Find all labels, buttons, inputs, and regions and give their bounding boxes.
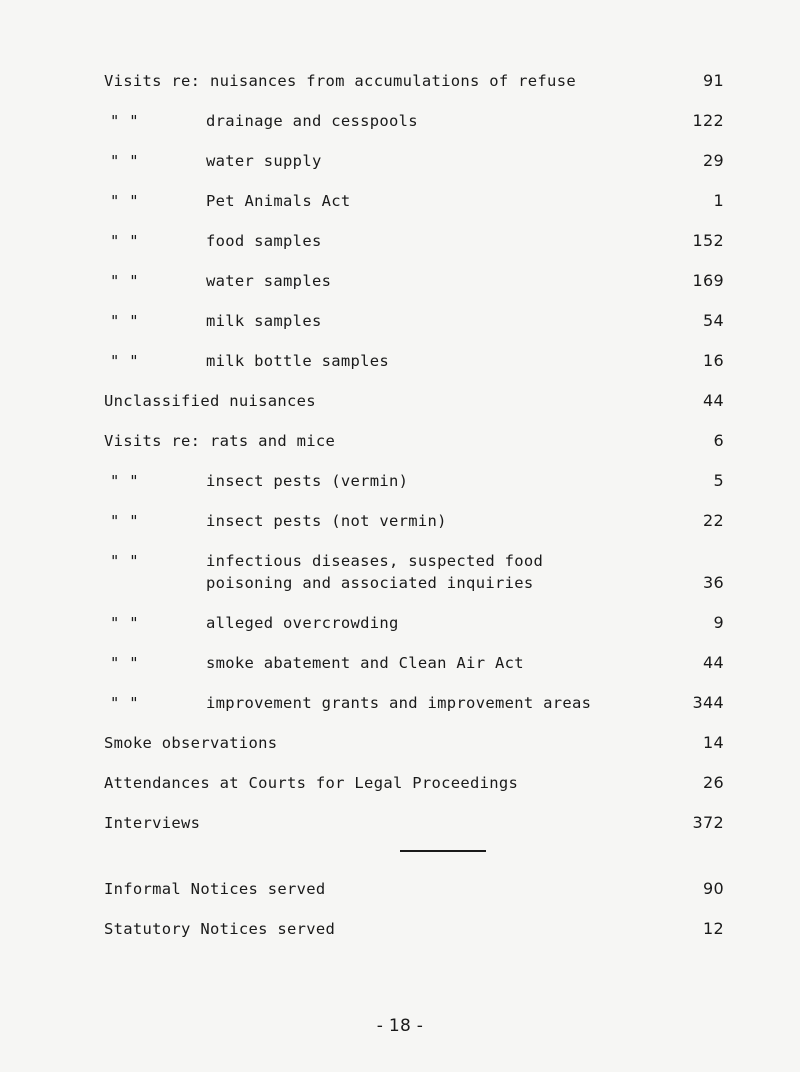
ditto-mark: " " [110, 614, 139, 632]
row-value: 16 [703, 351, 724, 370]
row-label: Visits re: nuisances from accumulations of refuse [104, 72, 576, 90]
table-row [104, 310, 724, 332]
row-value: 91 [703, 71, 724, 90]
table-row [104, 732, 724, 754]
ditto-mark: " " [110, 192, 139, 210]
row-value: 152 [692, 231, 724, 250]
row-value: 44 [703, 653, 724, 672]
ditto-mark: " " [110, 512, 139, 530]
row-label: improvement grants and improvement areas [206, 694, 592, 712]
row-label: Interviews [104, 814, 201, 832]
row-label: Attendances at Courts for Legal Proceedings [104, 774, 519, 792]
table-row [104, 110, 724, 132]
ditto-mark: " " [110, 312, 139, 330]
row-value: 169 [692, 271, 724, 290]
row-label: Smoke observations [104, 734, 278, 752]
table-row [104, 150, 724, 172]
row-value: 14 [703, 733, 724, 752]
table-row [104, 350, 724, 372]
row-label: insect pests (vermin) [206, 472, 409, 490]
table-row [104, 692, 724, 714]
notice-row [104, 878, 724, 900]
notice-label: Statutory Notices served [104, 920, 336, 938]
table-row [104, 430, 724, 452]
row-label: smoke abatement and Clean Air Act [206, 654, 524, 672]
ditto-mark: " " [110, 152, 139, 170]
row-label: Visits re: rats and mice [104, 432, 336, 450]
row-value: 122 [692, 111, 724, 130]
table-row [104, 390, 724, 412]
row-label: Pet Animals Act [206, 192, 351, 210]
ditto-mark: " " [110, 272, 139, 290]
row-label: drainage and cesspools [206, 112, 418, 130]
page-number: - 18 - [376, 1016, 424, 1036]
row-value: 344 [692, 693, 724, 712]
row-value: 36 [703, 573, 724, 592]
row-label: water samples [206, 272, 332, 290]
notice-value: 90 [703, 879, 724, 898]
table-row [104, 812, 724, 834]
ditto-mark: " " [110, 472, 139, 490]
row-value: 1 [713, 191, 724, 210]
ditto-mark: " " [110, 552, 139, 570]
table-row [104, 190, 724, 212]
row-label: milk bottle samples [206, 352, 390, 370]
row-label: milk samples [206, 312, 322, 330]
ditto-mark: " " [110, 654, 139, 672]
row-value: 9 [713, 613, 724, 632]
table-row [104, 612, 724, 634]
row-label: Unclassified nuisances [104, 392, 316, 410]
ditto-mark: " " [110, 694, 139, 712]
row-label: insect pests (not vermin) [206, 512, 447, 530]
table-row [104, 230, 724, 252]
table-row [104, 270, 724, 292]
row-value: 372 [692, 813, 724, 832]
table-row [104, 70, 724, 92]
notice-row [104, 918, 724, 940]
row-value: 5 [713, 471, 724, 490]
row-label-continued: poisoning and associated inquiries [206, 574, 534, 592]
ditto-mark: " " [110, 112, 139, 130]
row-label: food samples [206, 232, 322, 250]
table-row [104, 470, 724, 492]
row-value: 29 [703, 151, 724, 170]
row-value: 6 [713, 431, 724, 450]
ditto-mark: " " [110, 232, 139, 250]
notice-label: Informal Notices served [104, 880, 326, 898]
table-row [104, 652, 724, 674]
row-label: alleged overcrowding [206, 614, 399, 632]
table-row [104, 772, 724, 794]
notice-value: 12 [703, 919, 724, 938]
ditto-mark: " " [110, 352, 139, 370]
row-label: infectious diseases, suspected food [206, 552, 544, 570]
table-row [104, 550, 724, 594]
row-value: 44 [703, 391, 724, 410]
row-value: 54 [703, 311, 724, 330]
row-value: 26 [703, 773, 724, 792]
section-divider [400, 850, 486, 852]
row-label: water supply [206, 152, 322, 170]
row-value: 22 [703, 511, 724, 530]
table-row [104, 510, 724, 532]
